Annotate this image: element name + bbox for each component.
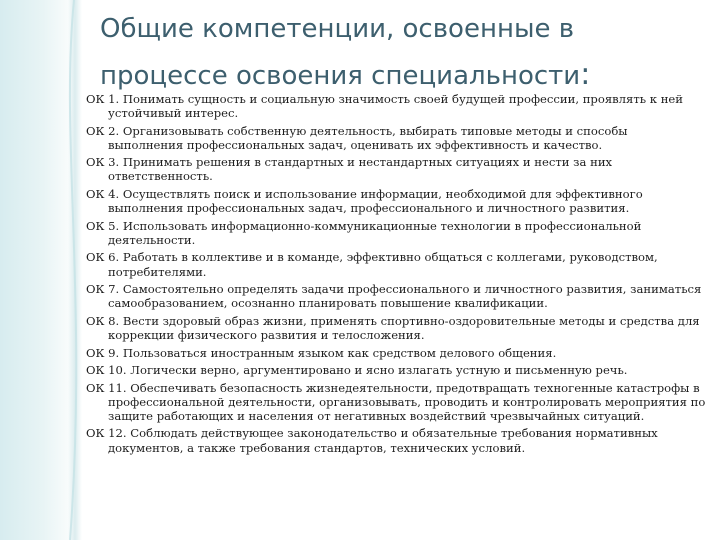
list-item: ОК 12. Соблюдать действующее законодательство и обязательные требования нормативных документов, а также требования стандартов, технических условий. xyxy=(86,426,658,455)
list-item: ОК 1. Понимать сущность и социальную значимость своей будущей профессии, проявлять к ней устойчивый интерес. xyxy=(86,92,684,121)
left-curve-decoration xyxy=(0,0,90,540)
list-item: ОК 10. Логически верно, аргументировано и ясно излагать устную и письменную речь. xyxy=(86,363,628,378)
list-item: ОК 7. Самостоятельно определять задачи профессионального и личностного развития, заниматься самообразованием, осознанно планировать повышение квалификации. xyxy=(86,282,702,311)
competencies-list xyxy=(86,92,706,458)
list-item: ОК 4. Осуществлять поиск и использование информации, необходимой для эффективного выполнения профессиональных задач, профессионального и личностного развития. xyxy=(86,187,643,216)
list-item: ОК 2. Организовывать собственную деятельность, выбирать типовые методы и способы выполнения профессиональных задач, оценивать их эффективность и качество. xyxy=(86,123,628,152)
slide-title xyxy=(100,6,700,99)
list-item: ОК 3. Принимать решения в стандартных и нестандартных ситуациях и нести за них ответственность. xyxy=(86,155,613,184)
list-item: ОК 8. Вести здоровый образ жизни, применять спортивно-оздоровительные методы и средства для коррекции физического развития и телосложения. xyxy=(86,313,700,342)
list-item: ОК 11. Обеспечивать безопасность жизнедеятельности, предотвращать техногенные катастрофы в профессиональной деятельности, организовывать, проводить и контролировать мероприятия по защите работающих и населения от негативных воздействий чрезвычайных ситуаций. xyxy=(86,380,706,423)
slide-title-text: Общие компетенции, освоенные в процессе освоения специальности xyxy=(100,14,581,91)
list-item: ОК 5. Использовать информационно-коммуникационные технологии в профессиональной деятельности. xyxy=(86,218,642,247)
slide-title-colon: : xyxy=(580,57,591,92)
list-item: ОК 6. Работать в коллективе и в команде, эффективно общаться с коллегами, руководством, потребителями. xyxy=(86,250,658,279)
list-item: ОК 9. Пользоваться иностранным языком как средством делового общения. xyxy=(86,345,557,360)
